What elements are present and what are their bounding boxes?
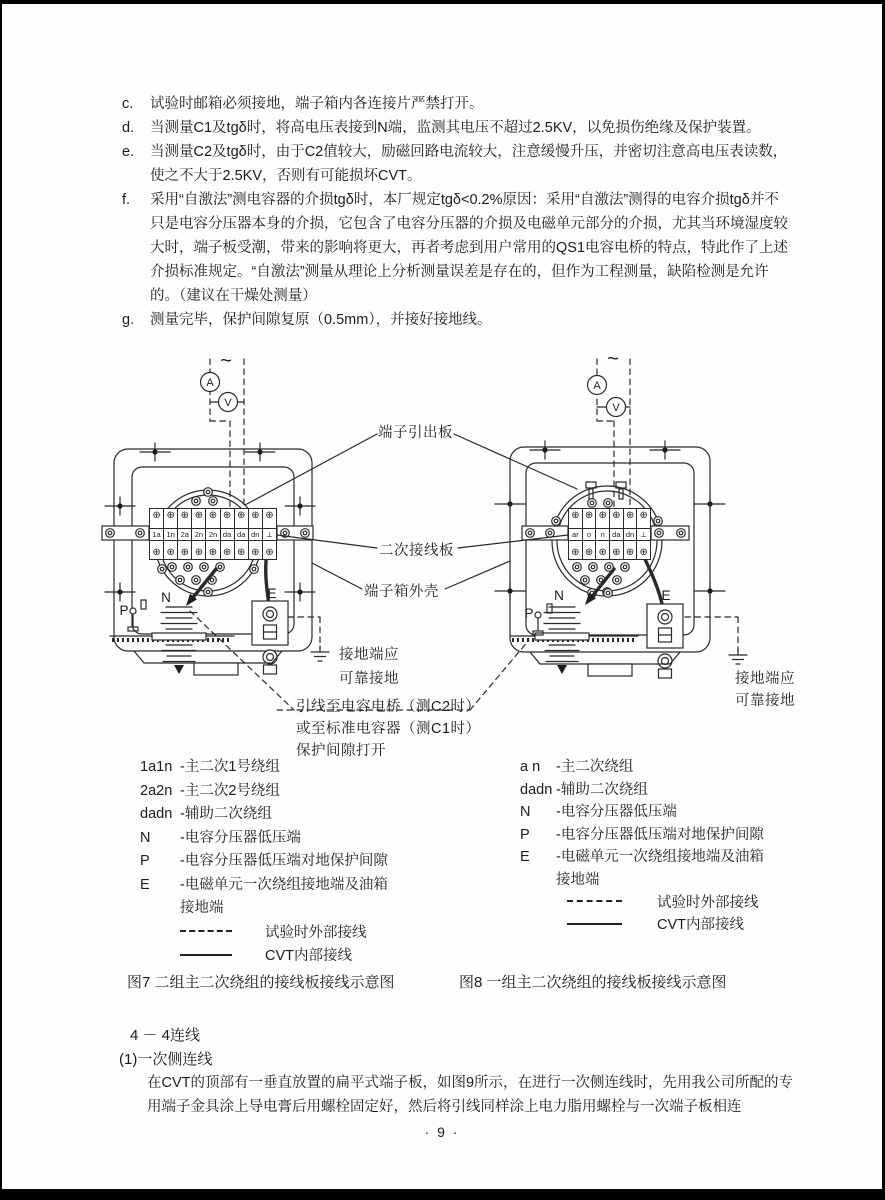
screw-icon: ⊕: [152, 547, 161, 558]
legend-fig7: [140, 755, 388, 967]
step-text: 采用“自激法”测电容器的介损tgδ时，本厂规定tgδ<0.2%原因：采用“自激法”测得的电容介损tgδ并不只是电容分压器本身的介损，它包含了电容分压器的介损及电磁单元部分的介损，尤其当环境湿度较大时，端子板受潮，带来的影响将更大，再者考虑到用户常用的QS1电容电桥的特点，特此作了上述介损标准规定。“自激法”测量从理论上分析测量误差是存在的，但作为工程测量，缺陷检测是允许的。（建议在干燥处测量）: [150, 192, 789, 304]
left-e-label: E: [267, 586, 277, 601]
terminal-cell: [596, 509, 610, 559]
legend-row: [520, 823, 764, 846]
screw-icon: ⊕: [208, 510, 218, 521]
lead-note-line3: 保护间隙打开: [296, 743, 386, 759]
ground-note-right-line1: 接地端应: [735, 671, 795, 687]
screw-icon: ⊕: [180, 547, 189, 558]
terminal-label: dn: [624, 528, 637, 541]
legend-linetype-row: [520, 913, 764, 936]
right-p-label: P: [524, 606, 534, 621]
screw-icon: ⊕: [152, 510, 161, 521]
ground-note-left-line2: 可靠接地: [339, 671, 399, 687]
terminal-cell: [164, 509, 178, 559]
ammeter-label: A: [206, 377, 214, 389]
body-paragraph: 在CVT的顶部有一垂直放置的扁平式端子板，如图9所示，在进行一次侧连线时，先用我公司所配的专用端子金具涂上导电膏后用螺栓固定好，然后将引线同样涂上电力脂用螺栓与一次端子板相连: [147, 1075, 794, 1115]
screw-icon: ⊕: [612, 510, 621, 521]
legend-term: dadn: [520, 781, 553, 798]
legend-desc: -主二次1号绕组: [180, 759, 280, 775]
step-label: g.: [122, 312, 135, 328]
legend-term: dadn: [140, 806, 173, 822]
left-n-label: N: [161, 590, 171, 605]
legend-row: [140, 849, 388, 873]
screw-icon: ⊕: [180, 510, 189, 521]
terminal-label: da: [610, 528, 623, 541]
procedure-step: [122, 308, 790, 332]
legend-row: [520, 800, 764, 823]
screw-icon: ⊕: [237, 510, 246, 521]
legend-desc: -电磁单元一次绕组接地端及油箱: [180, 876, 388, 893]
legend-row: [520, 755, 764, 778]
legend-linetype-row: [520, 890, 764, 913]
terminal-label: 2n: [192, 528, 205, 541]
terminal-cell: [150, 509, 164, 559]
legend-row: [140, 826, 388, 850]
ground-note-right-line2: 可靠接地: [735, 693, 795, 709]
terminal-cell: [610, 509, 624, 559]
callout-terminal-box-shell: 端子箱外壳: [364, 584, 439, 600]
screw-icon: ⊕: [251, 510, 260, 521]
terminal-label: o: [583, 528, 596, 541]
screw-icon: ⊕: [639, 510, 648, 521]
legend-term: 1a1n: [140, 759, 173, 775]
legend-term: a n: [520, 759, 541, 775]
step-text: 测量完毕，保护间隙复原（0.5mm），并接好接地线。: [150, 312, 492, 328]
legend-desc: -电容分压器低压端对地保护间隙: [556, 826, 764, 843]
screw-icon: ⊕: [237, 547, 246, 558]
legend-desc: 试验时外部接线: [265, 924, 367, 941]
step-text: 试验时邮箱必须接地，端子箱内各连接片严禁打开。: [150, 96, 484, 112]
screw-icon: ⊕: [194, 547, 204, 558]
terminal-label: da: [235, 528, 248, 541]
terminal-label: 1n: [164, 528, 177, 541]
step-label: f.: [122, 192, 131, 208]
step-label: e.: [122, 144, 135, 160]
step-label: d.: [122, 120, 135, 136]
ammeter-label: A: [593, 380, 601, 392]
screw-icon: ⊕: [625, 547, 635, 558]
screw-icon: ⊕: [166, 510, 175, 521]
wire-style-sample: [180, 954, 232, 956]
page-number: · 9 ·: [424, 1124, 460, 1140]
terminal-cell: [569, 509, 583, 559]
legend-term: P: [140, 853, 150, 869]
left-secondary-terminal-strip: [149, 508, 277, 560]
legend-row: [140, 802, 388, 826]
legend-term: N: [140, 829, 151, 846]
legend-items: [520, 755, 764, 890]
terminal-cell: [192, 509, 206, 559]
section-heading: 4 － 4连线: [130, 1027, 201, 1044]
terminal-cell: [583, 509, 597, 559]
right-e-label: E: [661, 588, 671, 603]
legend-row: [520, 778, 764, 801]
legend-linetype-row: [140, 943, 388, 967]
terminal-cell: [221, 509, 235, 559]
screw-icon: ⊕: [571, 510, 580, 521]
e-terminal-block: [647, 604, 683, 648]
terminal-cell: [178, 509, 192, 559]
step-text: 当测量C1及tgδ时，将高电压表接到N端，监测其电压不超过2.5KV，以免损伤绝缘及保护装置。: [150, 120, 761, 136]
screw-icon: ⊕: [584, 510, 594, 521]
terminal-label: da: [221, 528, 234, 541]
ground-symbol-left: [311, 646, 329, 661]
legend-desc: CVT内部接线: [265, 948, 352, 965]
legend-term: E: [520, 849, 530, 865]
screw-icon: ⊕: [222, 547, 232, 558]
screw-icon: ⊕: [265, 547, 274, 558]
screw-icon: ⊕: [222, 510, 232, 521]
wire-style-sample: [180, 930, 232, 932]
screw-icon: ⊕: [251, 547, 260, 558]
legend-desc: -主二次2号绕组: [180, 782, 280, 799]
voltmeter-label: V: [224, 397, 232, 409]
procedure-step: [122, 140, 790, 188]
legend-term: E: [140, 876, 150, 893]
right-n-label: N: [554, 588, 564, 603]
legend-term: 2a2n: [140, 782, 173, 799]
legend-desc: CVT内部接线: [657, 917, 744, 934]
screw-icon: ⊕: [639, 547, 648, 558]
legend-items: [140, 755, 388, 920]
screw-icon: ⊕: [194, 510, 204, 521]
procedure-steps: [122, 92, 790, 332]
screw-icon: ⊕: [625, 510, 635, 521]
terminal-cell: [235, 509, 249, 559]
screw-icon: ⊕: [598, 510, 607, 521]
terminal-label: n: [596, 528, 609, 541]
wire-style-sample: [567, 923, 622, 925]
legend-desc: -电容分压器低压端: [180, 829, 301, 846]
figure-area: [2, 349, 885, 1009]
legend-row: [140, 755, 388, 779]
screw-icon: ⊕: [598, 547, 607, 558]
procedure-step: [122, 188, 790, 308]
terminal-cell: [206, 509, 220, 559]
legend-desc: -电容分压器低压端: [556, 804, 677, 820]
sub-heading: (1)一次侧连线: [119, 1051, 213, 1068]
legend-row: [520, 845, 764, 868]
legend-line-types: [140, 920, 388, 967]
legend-row: [140, 779, 388, 803]
terminal-cell: [263, 509, 276, 559]
terminal-label: ⊥: [263, 528, 276, 541]
legend-row: [520, 868, 764, 891]
legend-desc: -辅助二次绕组: [556, 781, 648, 798]
right-secondary-terminal-strip: [568, 508, 651, 560]
screw-icon: ⊕: [265, 510, 274, 521]
step-text: 当测量C2及tgδ时，由于C2值较大，励磁回路电流较大，注意缓慢升压，并密切注意高电压表读数，使之不大于2.5KV，否则有可能损坏CVT。: [150, 144, 788, 184]
procedure-step: [122, 116, 790, 140]
terminal-label: 2n: [206, 528, 219, 541]
terminal-cell: [249, 509, 263, 559]
legend-term: P: [520, 826, 530, 843]
screw-icon: ⊕: [584, 547, 594, 558]
step-label: c.: [122, 96, 134, 112]
lead-note-line1: 引线至电容电桥（测C2时）: [296, 699, 481, 715]
e-terminal-block: [252, 601, 288, 645]
terminal-label: 1a: [150, 528, 163, 541]
legend-desc: 接地端: [180, 900, 224, 916]
figure7-caption: 图7 二组主二次绕组的接线板接线示意图: [127, 974, 395, 991]
screw-icon: ⊕: [612, 547, 621, 558]
wire-style-sample: [567, 900, 622, 902]
screw-icon: ⊕: [166, 547, 175, 558]
ground-symbol-right: [729, 649, 747, 664]
figure8-caption: 图8 一组主二次绕组的接线板接线示意图: [459, 974, 727, 991]
ac-source-symbol: ~: [607, 349, 619, 370]
legend-row: [140, 896, 388, 920]
legend-row: [140, 873, 388, 897]
callout-secondary-terminal-board: 二次接线板: [379, 543, 454, 559]
legend-term: N: [520, 804, 531, 820]
legend-desc: 接地端: [556, 871, 600, 888]
terminal-cell: [637, 509, 650, 559]
procedure-step: [122, 92, 790, 116]
terminal-cell: [624, 509, 638, 559]
ground-note-left-line1: 接地端应: [339, 647, 399, 663]
ac-source-symbol: ~: [220, 350, 232, 372]
screw-icon: ⊕: [571, 547, 580, 558]
terminal-label: ar: [569, 528, 582, 541]
legend-line-types: [520, 890, 764, 935]
legend-desc: -电磁单元一次绕组接地端及油箱: [556, 849, 764, 865]
left-p-label: P: [119, 603, 129, 618]
legend-desc: 试验时外部接线: [657, 894, 759, 911]
legend-desc: -辅助二次绕组: [180, 806, 272, 822]
legend-desc: -主二次绕组: [556, 759, 634, 775]
legend-desc: -电容分压器低压端对地保护间隙: [180, 853, 388, 869]
lead-note-line2: 或至标准电容器（测C1时）: [296, 721, 481, 737]
voltmeter-label: V: [612, 402, 620, 414]
screw-icon: ⊕: [208, 547, 218, 558]
terminal-label: dn: [249, 528, 262, 541]
legend-fig8: [520, 755, 764, 935]
callout-terminal-lead-plate: 端子引出板: [378, 425, 453, 441]
terminal-label: 2a: [178, 528, 191, 541]
legend-linetype-row: [140, 920, 388, 944]
terminal-label: ⊥: [637, 528, 650, 541]
